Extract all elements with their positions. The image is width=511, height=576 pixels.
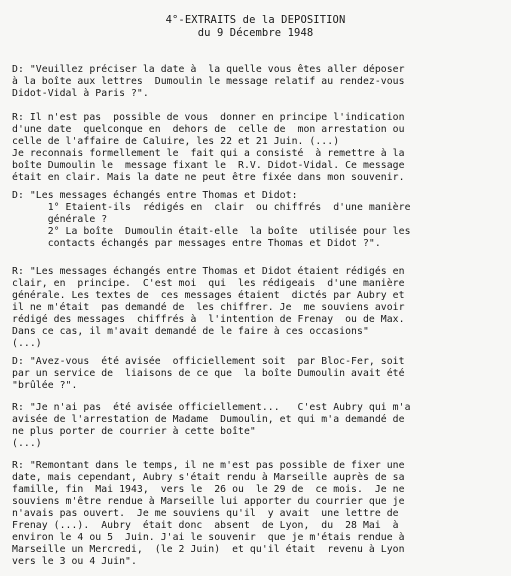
text-line: boîte Dumoulin le message fixant le R.V. Didot-Vidal. Ce message bbox=[12, 160, 405, 171]
document-title: 4°-EXTRAITS de la DEPOSITION bbox=[165, 14, 346, 26]
text-line: (...) bbox=[12, 338, 42, 349]
text-line: Dans ce cas, il m'avait demandé de le faire à ces occasions" bbox=[12, 326, 369, 337]
text-line: D: "Avez-vous été avisée officiellement soit par Bloc-Fer, soit bbox=[12, 356, 405, 367]
text-line: (...) bbox=[12, 438, 42, 449]
text-line: était en clair. Mais la date ne peut être fixée dans mon souvenir. bbox=[12, 172, 405, 183]
text-line: générale. Les textes de ces messages étaient dictés par Aubry et bbox=[12, 290, 405, 301]
text-line: D: "Les messages échangés entre Thomas et Didot: bbox=[12, 190, 298, 201]
text-line: Frenay (...). Aubry était donc absent de Lyon, du 28 Mai à bbox=[12, 520, 399, 531]
text-line: souviens m'être rendue à Marseille lui apporter du courrier que je bbox=[12, 496, 405, 507]
text-line: rédigé des messages chiffrés à l'intention de Frenay ou de Max. bbox=[12, 314, 405, 325]
text-line: n'avais pas ouvert. Je me souviens qu'il y avait une lettre de bbox=[12, 508, 399, 519]
text-line: Didot-Vidal à Paris ?". bbox=[12, 88, 149, 99]
text-line: R: "Les messages échangés entre Thomas et Didot étaient rédigés en bbox=[12, 266, 405, 277]
text-line: environ le 4 ou 5 Juin. J'ai le souvenir que je m'étais rendue à bbox=[12, 532, 405, 543]
text-line: famille, fin Mai 1943, vers le 26 ou le 29 de ce mois. Je ne bbox=[12, 484, 405, 495]
text-line: Je reconnais formellement le fait qui a consisté à remettre à la bbox=[12, 148, 405, 159]
text-line: Marseille un Mercredi, (le 2 Juin) et qu'il était revenu à Lyon bbox=[12, 544, 405, 555]
text-line: "brûlée ?". bbox=[12, 380, 78, 391]
text-line: contacts échangés par messages entre Thomas et Didot ?". bbox=[12, 238, 381, 249]
text-line: date, mais cependant, Aubry s'était rendu à Marseille auprès de sa bbox=[12, 472, 405, 483]
text-line: ne plus porter de courrier à cette boîte" bbox=[12, 426, 256, 437]
text-line: par un service de liaisons de ce que la boîte Dumoulin avait été bbox=[12, 368, 405, 379]
text-line: clair, en principe. C'est moi qui les rédigeais d'une manière bbox=[12, 278, 405, 289]
text-line: R: "Je n'ai pas été avisée officiellement... C'est Aubry qui m'a bbox=[12, 402, 411, 413]
text-line: celle de l'affaire de Caluire, les 22 et 21 Juin. (...) bbox=[12, 136, 340, 147]
text-line: R: Il n'est pas possible de vous donner en principe l'indication bbox=[12, 112, 405, 123]
document-date: du 9 Décembre 1948 bbox=[197, 27, 314, 39]
text-line: avisée de l'arrestation de Madame Dumoulin, et qui m'a demandé de bbox=[12, 414, 405, 425]
text-line: d'une date quelconque en dehors de celle de mon arrestation ou bbox=[12, 124, 405, 135]
text-line: D: "Veuillez préciser la date à la quelle vous êtes aller déposer bbox=[12, 64, 405, 75]
text-line: 2° La boîte Dumoulin était-elle la boîte utilisée pour les bbox=[12, 226, 411, 237]
text-line: générale ? bbox=[12, 214, 108, 225]
text-line: il ne m'était pas demandé de les chiffrer. Je me souviens avoir bbox=[12, 302, 405, 313]
text-line: vers le 3 ou 4 Juin". bbox=[12, 556, 137, 567]
text-line: 1° Etaient-ils rédigés en clair ou chiffrés d'une manière bbox=[12, 202, 411, 213]
text-line: à la boîte aux lettres Dumoulin le message relatif au rendez-vous bbox=[12, 76, 405, 87]
text-line: R: "Remontant dans le temps, il ne m'est pas possible de fixer une bbox=[12, 460, 405, 471]
